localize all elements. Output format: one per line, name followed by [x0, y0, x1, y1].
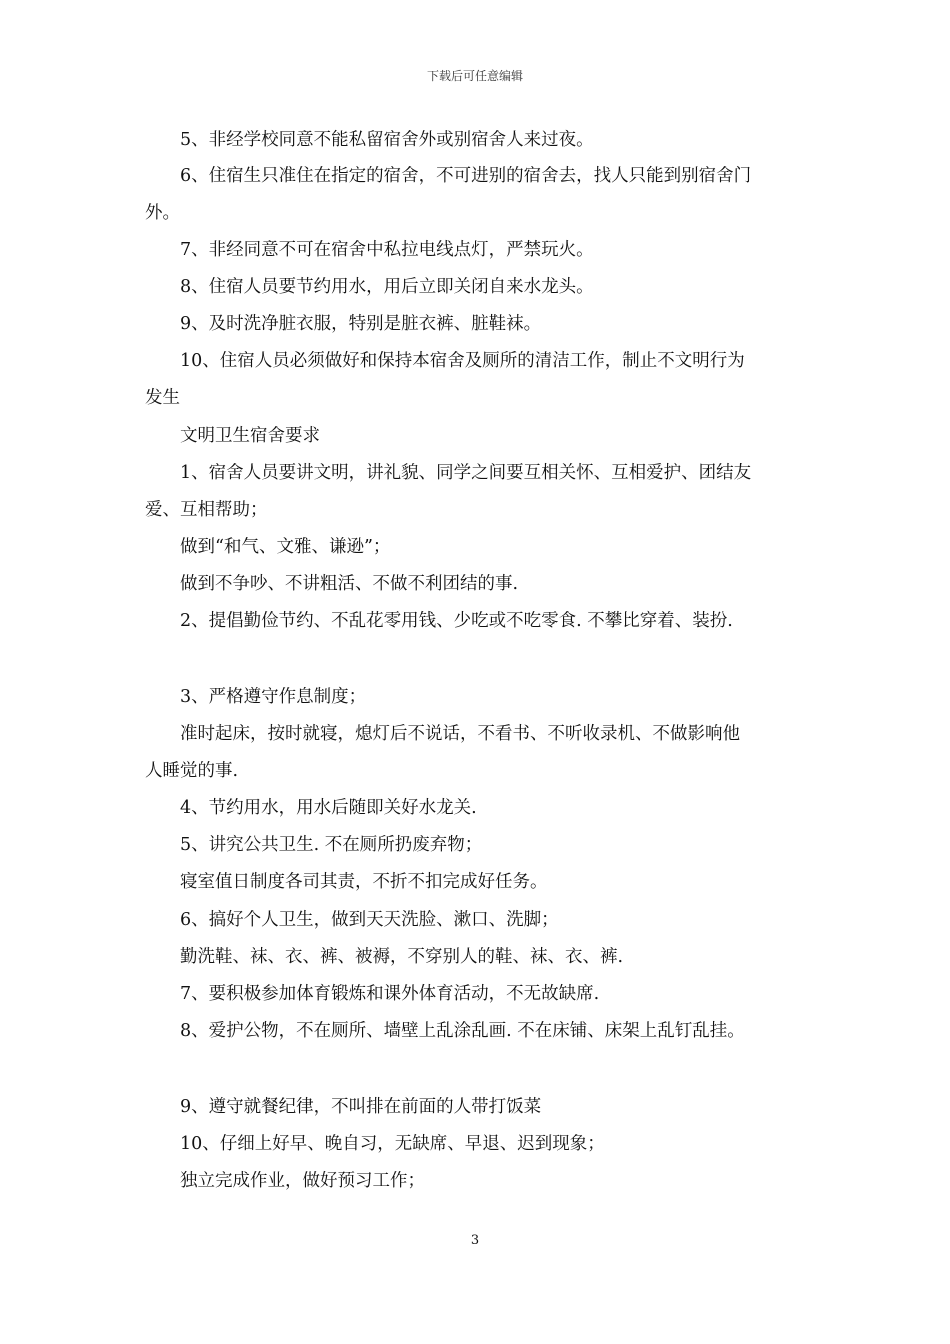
paragraph-line: 5、非经学校同意不能私留宿舍外或别宿舍人来过夜。 [180, 130, 594, 150]
paragraph-line: 独立完成作业，做好预习工作； [180, 1171, 425, 1191]
paragraph-line: 4、节约用水，用水后随即关好水龙关. [180, 798, 477, 818]
paragraph-line: 人睡觉的事. [145, 761, 239, 781]
paragraph-line: 9、及时洗净脏衣服，特别是脏衣裤、脏鞋袜。 [180, 314, 542, 334]
paragraph-line: 发生 [145, 388, 180, 408]
paragraph-line: 3、严格遵守作息制度； [180, 687, 367, 707]
paragraph-line: 勤洗鞋、袜、衣、裤、被褥，不穿别人的鞋、袜、衣、裤. [180, 947, 624, 967]
paragraph-line: 做到不争吵、不讲粗活、不做不利团结的事. [180, 574, 519, 594]
paragraph-line: 爱、互相帮助； [145, 500, 268, 520]
paragraph-line: 7、非经同意不可在宿舍中私拉电线点灯，严禁玩火。 [180, 240, 594, 260]
paragraph-line: 6、住宿生只准住在指定的宿舍，不可进别的宿舍去，找人只能到别宿舍门 [180, 166, 752, 186]
paragraph-line: 7、要积极参加体育锻炼和课外体育活动，不无故缺席. [180, 984, 600, 1004]
paragraph-line: 准时起床，按时就寝，熄灯后不说话，不看书、不听收录机、不做影响他 [180, 724, 740, 744]
paragraph-line: 5、讲究公共卫生. 不在厕所扔废弃物； [180, 835, 483, 855]
page-number: 3 [470, 1233, 480, 1248]
paragraph-line: 8、住宿人员要节约用水，用后立即关闭自来水龙头。 [180, 277, 594, 297]
paragraph-line: 2、提倡勤俭节约、不乱花零用钱、少吃或不吃零食. 不攀比穿着、装扮. [180, 611, 733, 631]
paragraph-line: 外。 [145, 203, 180, 223]
section-heading: 文明卫生宿舍要求 [180, 426, 320, 446]
paragraph-line: 9、遵守就餐纪律，不叫排在前面的人带打饭菜 [180, 1097, 542, 1117]
paragraph-line: 做到“和气、文雅、谦逊”； [180, 537, 391, 557]
paragraph-line: 8、爱护公物，不在厕所、墙壁上乱涂乱画. 不在床铺、床架上乱钉乱挂。 [180, 1021, 745, 1041]
paragraph-line: 10、仔细上好早、晚自习，无缺席、早退、迟到现象； [180, 1134, 605, 1154]
paragraph-line: 6、搞好个人卫生，做到天天洗脸、漱口、洗脚； [180, 910, 559, 930]
paragraph-line: 寝室值日制度各司其责，不折不扣完成好任务。 [180, 872, 548, 892]
page-header: 下载后可任意编辑 [426, 69, 523, 83]
paragraph-line: 10、住宿人员必须做好和保持本宿舍及厕所的清洁工作，制止不文明行为 [180, 351, 745, 371]
paragraph-line: 1、宿舍人员要讲文明，讲礼貌、同学之间要互相关怀、互相爱护、团结友 [180, 463, 752, 483]
